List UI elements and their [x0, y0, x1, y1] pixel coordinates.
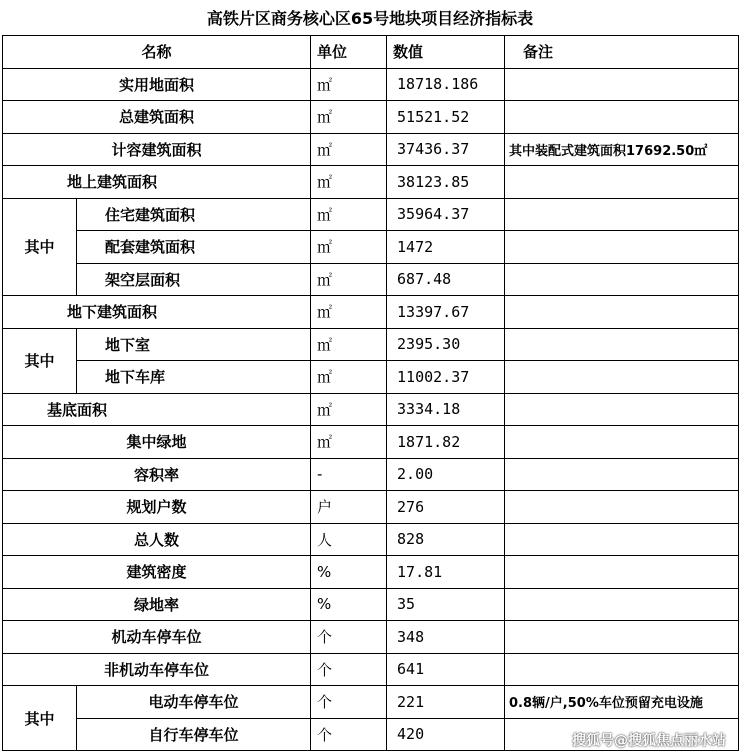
group-label: 其中	[3, 198, 77, 296]
row-unit: 个	[311, 686, 387, 719]
row-name: 实用地面积	[3, 68, 311, 101]
table-row	[3, 296, 739, 329]
row-note	[505, 393, 739, 426]
row-unit: ㎡	[311, 426, 387, 459]
row-name: 总人数	[3, 523, 311, 556]
table-row	[3, 133, 739, 166]
row-name: 配套建筑面积	[77, 231, 311, 264]
row-note	[505, 426, 739, 459]
row-note	[505, 458, 739, 491]
row-unit: ㎡	[311, 263, 387, 296]
row-value: 420	[387, 718, 505, 751]
row-name: 自行车停车位	[77, 718, 311, 751]
table-row	[3, 198, 739, 231]
row-value: 17.81	[387, 556, 505, 589]
row-name: 地下室	[77, 328, 311, 361]
row-value: 1472	[387, 231, 505, 264]
row-unit: %	[311, 556, 387, 589]
table-row	[3, 556, 739, 589]
row-note	[505, 166, 739, 199]
row-unit: 人	[311, 523, 387, 556]
row-value: 2.00	[387, 458, 505, 491]
header-name: 名称	[3, 36, 311, 69]
row-note	[505, 556, 739, 589]
row-unit: ㎡	[311, 198, 387, 231]
row-name: 建筑密度	[3, 556, 311, 589]
table-row	[3, 361, 739, 394]
row-note	[505, 263, 739, 296]
row-unit: ㎡	[311, 101, 387, 134]
row-value: 2395.30	[387, 328, 505, 361]
row-note: 0.8辆/户,50%车位预留充电设施	[505, 686, 739, 719]
row-unit: ㎡	[311, 231, 387, 264]
row-name: 地下建筑面积	[3, 296, 311, 329]
row-unit: ㎡	[311, 328, 387, 361]
table-row	[3, 68, 739, 101]
row-name: 基底面积	[3, 393, 311, 426]
row-value: 276	[387, 491, 505, 524]
group-label: 其中	[3, 686, 77, 751]
row-unit: 个	[311, 621, 387, 654]
table-row	[3, 523, 739, 556]
row-value: 828	[387, 523, 505, 556]
table-row	[3, 101, 739, 134]
table-header-row	[3, 36, 739, 69]
row-unit: ㎡	[311, 393, 387, 426]
row-unit: ㎡	[311, 68, 387, 101]
group-label: 其中	[3, 328, 77, 393]
row-note	[505, 296, 739, 329]
row-value: 687.48	[387, 263, 505, 296]
row-name: 计容建筑面积	[3, 133, 311, 166]
row-note	[505, 361, 739, 394]
table-row	[3, 426, 739, 459]
row-unit: ㎡	[311, 133, 387, 166]
row-name: 住宅建筑面积	[77, 198, 311, 231]
row-note	[505, 621, 739, 654]
row-value: 38123.85	[387, 166, 505, 199]
header-unit: 单位	[311, 36, 387, 69]
row-note	[505, 653, 739, 686]
row-value: 11002.37	[387, 361, 505, 394]
row-name: 容积率	[3, 458, 311, 491]
row-value: 3334.18	[387, 393, 505, 426]
row-name: 绿地率	[3, 588, 311, 621]
table-title: 高铁片区商务核心区65号地块项目经济指标表	[206, 9, 534, 28]
table-row	[3, 458, 739, 491]
row-unit: 个	[311, 653, 387, 686]
row-name: 地上建筑面积	[3, 166, 311, 199]
row-unit: ㎡	[311, 166, 387, 199]
row-name: 地下车库	[77, 361, 311, 394]
row-value: 221	[387, 686, 505, 719]
table-row	[3, 166, 739, 199]
row-value: 348	[387, 621, 505, 654]
row-unit: 户	[311, 491, 387, 524]
table-row	[3, 231, 739, 264]
table-row	[3, 621, 739, 654]
row-note	[505, 588, 739, 621]
row-unit: %	[311, 588, 387, 621]
row-note	[505, 491, 739, 524]
row-value: 35	[387, 588, 505, 621]
row-value: 641	[387, 653, 505, 686]
table-row	[3, 588, 739, 621]
row-note	[505, 231, 739, 264]
row-note	[505, 523, 739, 556]
table-row	[3, 653, 739, 686]
watermark: 搜狐号@搜狐焦点丽水站	[572, 733, 726, 749]
row-name: 集中绿地	[3, 426, 311, 459]
row-note	[505, 198, 739, 231]
row-name: 架空层面积	[77, 263, 311, 296]
table-row	[3, 328, 739, 361]
economic-indicator-table	[2, 35, 739, 751]
row-note	[505, 68, 739, 101]
table-row	[3, 263, 739, 296]
row-name: 电动车停车位	[77, 686, 311, 719]
row-note	[505, 328, 739, 361]
row-note: 其中装配式建筑面积17692.50㎡	[505, 133, 739, 166]
row-name: 机动车停车位	[3, 621, 311, 654]
header-value: 数值	[387, 36, 505, 69]
row-unit: ㎡	[311, 361, 387, 394]
header-note: 备注	[505, 36, 739, 69]
row-name: 非机动车停车位	[3, 653, 311, 686]
row-value: 37436.37	[387, 133, 505, 166]
table-row	[3, 491, 739, 524]
row-note	[505, 101, 739, 134]
row-value: 13397.67	[387, 296, 505, 329]
row-value: 35964.37	[387, 198, 505, 231]
row-unit: 个	[311, 718, 387, 751]
table-row	[3, 393, 739, 426]
row-unit: -	[311, 458, 387, 491]
row-value: 1871.82	[387, 426, 505, 459]
row-value: 18718.186	[387, 68, 505, 101]
table-row	[3, 686, 739, 719]
row-name: 规划户数	[3, 491, 311, 524]
row-unit: ㎡	[311, 296, 387, 329]
row-name: 总建筑面积	[3, 101, 311, 134]
row-value: 51521.52	[387, 101, 505, 134]
